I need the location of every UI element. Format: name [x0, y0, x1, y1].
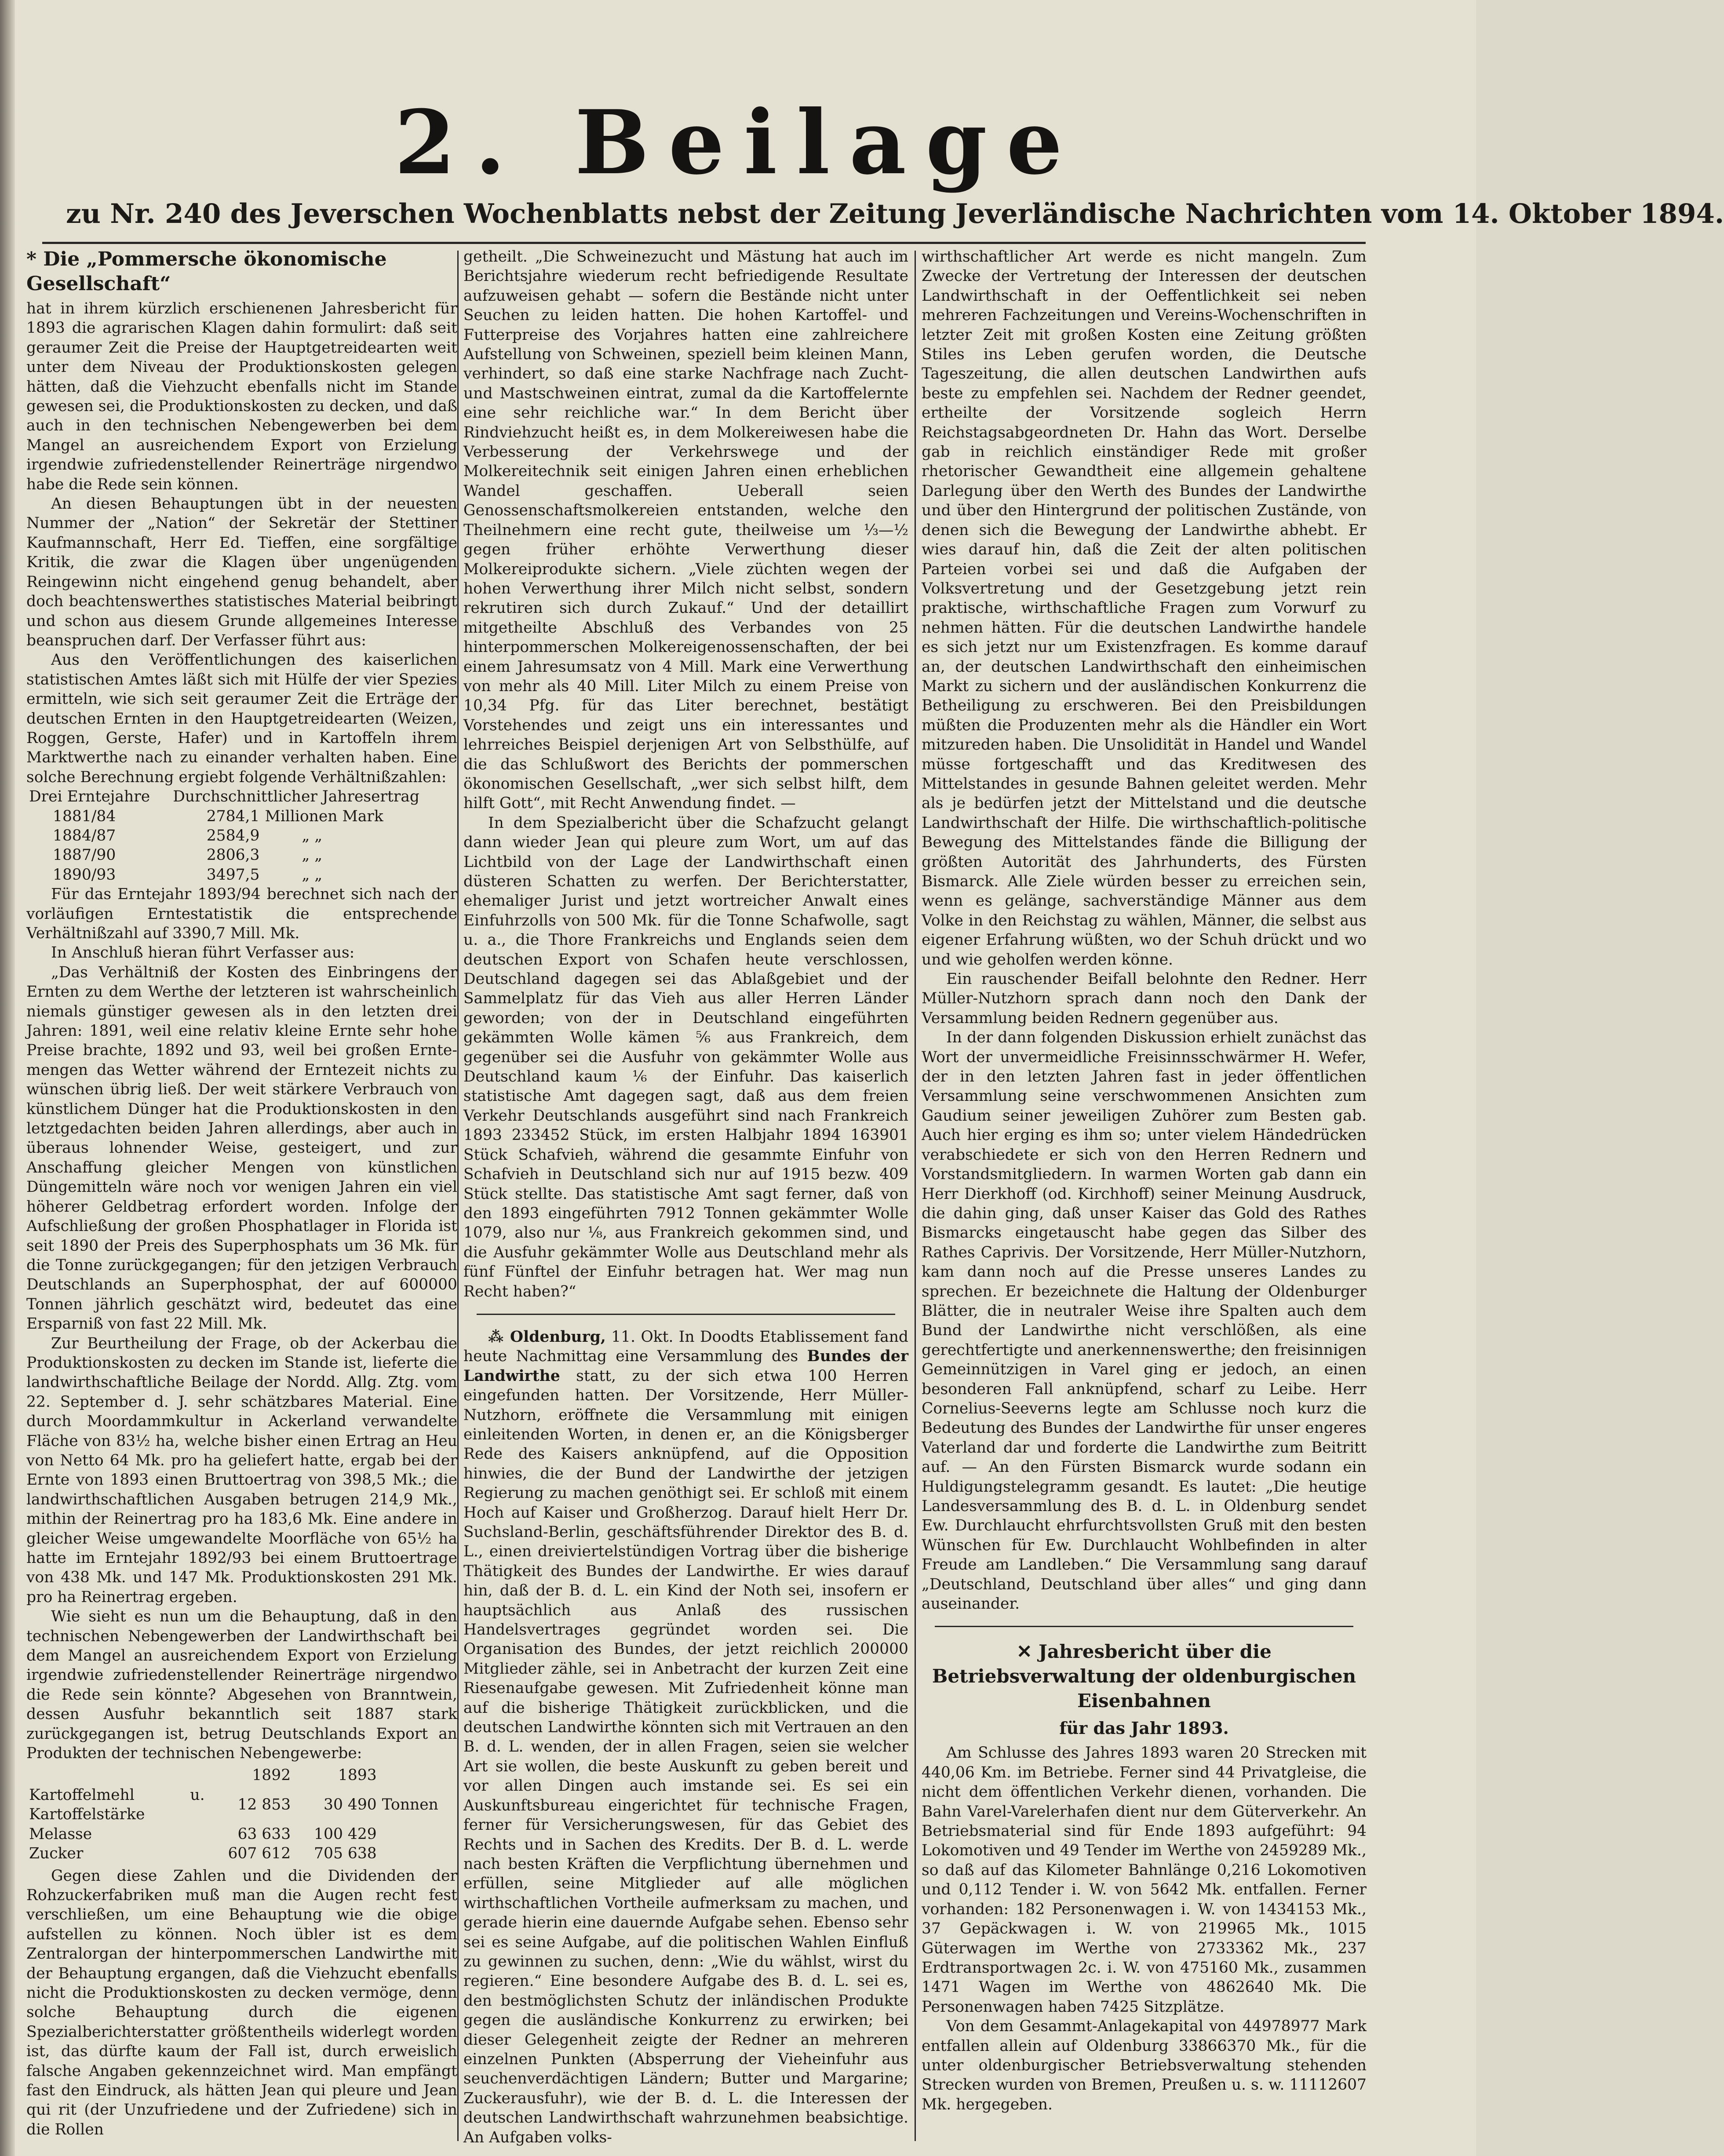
page-gutter-shadow [0, 0, 15, 2156]
table-row [26, 826, 457, 845]
column-1 [26, 247, 457, 2146]
table-header: Durchschnittlicher Jahresertrag [173, 788, 420, 806]
table-cell: Tonnen [382, 1796, 438, 1814]
paragraph: In dem Spezialbericht über die Schafzucht gelangt dann wieder Jean qui pleure zum Wort, um auf das Lichtbild von der Lage der Landwirthschaft einen düsteren Schatten zu werfen. Der Berichterstatter, ehemaliger Jurist und jetzt wortreicher Anwalt eines Einfuhrzolls von 500 Mk. für die Tonne Schafwolle, sagt u. a., die Thore Frankreichs und Englands seien dem deutschen Export von Schafen heute verschlossen, Deutschland dagegen sei das Ablaßgebiet und der Sammelplatz für das Vieh aus aller Herren Länder geworden; von der in Deutschland eingeführten gekämmten Wolle kämen ⁵⁄₆ aus Frankreich, dem gegenüber sei die Ausfuhr von gekämmter Wolle aus Deutschland kaum ⅙ der Einfuhr. Das kaiserlich statistische Amt dagegen sagt, daß aus dem freien Verkehr Deutschlands ausgeführt sind nach Frankreich 1893 233452 Stück, im ersten Halbjahr 1894 163901 Stück Schafvieh, während die gesammte Einfuhr von Schafvieh in Deutschland sich nur auf 1915 bezw. 409 Stück stellte. Das statistische Amt sagt ferner, daß von den 1893 eingeführten 7912 Tonnen gekämmter Wolle 1079, also nur ⅛, aus Frankreich gekommen sind, und die Ausfuhr gekämmter Wolle aus Deutschland mehr als fünf Fünftel der Einfuhr betragen hat. Wer mag nun Recht haben?“ [463, 814, 908, 1300]
harvest-value-table [26, 787, 457, 885]
paragraph: „Das Verhältniß der Kosten des Einbringens der Ernten zu dem Werthe der letzteren ist wahrscheinlich niemals günstiger gewesen als in den letzten drei Jahren: 1891, weil eine relativ kleine Ernte sehr hohe Preise brachte, 1892 und 93, weil bei großen Erntemengen das Wetter während der Erntezeit nichts zu wünschen übrig ließ. Der weit stärkere Verbrauch von künstlichem Dünger hat die Produktionskosten in den letztgedachten beiden Jahren allerdings, aber auch in überaus lohnender Weise, gesteigert, und zur Anschaffung gleicher Mengen von künstlichen Düngemitteln wäre noch vor wenigen Jahren ein viel höherer Geldbetrag erfordert worden. Infolge der Aufschließung der großen Phosphatlager in Florida ist seit 1890 der Preis des Superphosphats um 36 Mk. für die Tonne zurückgegangen; für den jetzigen Verbrauch Deutschlands an Superphosphat, der auf 600000 Tonnen jährlich geschätzt wird, bedeutet das eine Ersparniß von fast 22 Mill. Mk. [26, 963, 457, 1333]
table-cell: „ „ [302, 827, 323, 845]
table-cell: 12 853 [237, 1796, 291, 1814]
masthead-rule [42, 242, 1366, 244]
organisation-name: Bundes der Landwirthe [463, 1348, 908, 1385]
paragraph-text: 11. Okt. In Doodts Etablissement fand heute Nachmittag eine Versammlung des [463, 1328, 908, 1366]
table-cell: 607 612 [228, 1845, 291, 1863]
table-header-row [26, 787, 457, 806]
article-headline-eisenbahn: ✕ Jahresbericht über die Betriebsverwaltung der oldenburgischen Eisenbahnen [932, 1641, 1356, 1712]
table-header: 1893 [338, 1766, 377, 1785]
table-cell: 705 638 [314, 1845, 377, 1863]
dateline: ⁂ Oldenburg, [488, 1328, 606, 1346]
paragraph: Am Schlusse des Jahres 1893 waren 20 Strecken mit 440,06 Km. im Betriebe. Ferner sind 44 Privatgleise, die nicht dem öffentlichen Verkehr dienen, vorhanden. Die Bahn Varel-Varelerhafen dient nur dem Güterverkehr. An Betriebsmaterial sind für Ende 1893 aufgeführt: 94 Lokomotiven und 49 Tender im Werthe von 2459289 Mk., so daß auf das Kilometer Bahnlänge 0,216 Lokomotiven und 0,112 Tender i. W. von 5642 Mk. entfallen. Ferner vorhanden: 182 Personenwagen i. W. von 1434153 Mk., 37 Gepäckwagen i. W. von 219965 Mk., 1015 Güterwagen im Werthe von 2733362 Mk., 237 Erdtransportwagen 2c. i. W. von 475160 Mk., zusammen 1471 Wagen im Werthe von 4862640 Mk. Die Personenwagen haben 7425 Sitzplätze. [922, 1744, 1367, 2016]
table-cell: Zucker [29, 1845, 84, 1863]
table-header: Drei Erntejahre [29, 788, 150, 806]
table-cell: 100 429 [314, 1825, 377, 1843]
masthead-subtitle: zu Nr. 240 des Jeverschen Wochenblatts nebst der Zeitung Jeverländische Nachrichten vom 14. Oktober 1894. [66, 198, 1724, 229]
table-row [26, 1785, 457, 1825]
table-cell: Kartoffelmehl u. Kartoffelstärke [29, 1786, 205, 1824]
export-table [26, 1766, 457, 1863]
table-cell: 2806,3 [206, 846, 260, 864]
paragraph-oldenburg [463, 1327, 908, 2147]
paragraph: Wie sieht es nun um die Behauptung, daß in den technischen Nebengewerben der Landwirthschaft bei dem Mangel an ausreichendem Export von Erzielung irgendwie zufriedenstellender Reinerträge nirgendwo die Rede sein könnte? Abgesehen von Branntwein, dessen Ausfuhr bekanntlich seit 1887 stark zurückgegangen ist, betrug Deutschlands Export an Produkten der technischen Nebengewerbe: [26, 1608, 457, 1763]
table-cell: 1881/84 [53, 807, 116, 825]
table-cell: 3497,5 [206, 866, 260, 884]
column-2 [463, 247, 908, 2146]
column-divider-1 [457, 251, 459, 2141]
table-row [26, 845, 457, 865]
paragraph: wirthschaftlicher Art werde es nicht mangeln. Zum Zwecke der Vertretung der Interessen der deutschen Landwirthschaft in der Oeffentlichkeit sei neben mehreren Fachzeitungen und Vereins-Wochenschriften in letzter Zeit mit großen Kosten eine Zeitung größten Stiles ins Leben gerufen worden, die Deutsche Tageszeitung, die allen deutschen Landwirthen aufs beste zu empfehlen sei. Nachdem der Redner geendet, ertheilte der Vorsitzende sogleich Herrn Reichstagsabgeordneten Dr. Hahn das Wort. Derselbe gab in reichlich einständiger Rede mit großer rhetorischer Gewandtheit eine allgemein gehaltene Darlegung über den Werth des Bundes der Landwirthe und über den Hintergrund der politischen Zustände, von denen sich die Bewegung der Landwirthe abhebt. Er wies darauf hin, daß die Zeit der alten politischen Parteien vorbei sei und daß die Aufgaben der Volksvertretung und der Gesetzgebung jetzt rein praktische, wirthschaftliche Fragen zum Vorwurf zu nehmen hätten. Für die deutschen Landwirthe handele es sich jetzt nur um Existenzfragen. Es komme darauf an, der deutschen Landwirthschaft den einheimischen Markt zu sichern und der ausländischen Konkurrenz die Betheiligung zu erschweren. Bei den Preisbildungen müßten die Produzenten mehr als die Händler ein Wort mitzureden haben. Die Unsolidität in Handel und Wandel müsse fortgeschafft und das Kreditwesen des Mittelstandes in gesunde Bahnen geleitet werden. Mehr als je bedürfen jetzt der Mittelstand und die deutsche Landwirthschaft der Hilfe. Die wirthschaftlich-politische Bewegung des Mittelstandes fände die Billigung der größten Autorität des Jahrhunderts, des Fürsten Bismarck. Alle Ziele würden besser zu erreichen sein, wenn es gelänge, sachverständige Männer aus dem Volke in den Reichstag zu wählen, Männer, die selbst aus eigener Erfahrung wüßten, wo der Schuh drückt und wo und wie geholfen werden könne. [922, 248, 1367, 969]
paragraph: Aus den Veröffentlichungen des kaiserlichen statistischen Amtes läßt sich mit Hülfe der vier Spezies ermitteln, wie sich seit geraumer Zeit die Erträge der deutschen Ernten in den Hauptgetreidearten (Weizen, Roggen, Gerste, Hafer) und in Kartoffeln ihrem Marktwerthe nach zu einander verhalten haben. Eine solche Berechnung ergiebt folgende Verhältnißzahlen: [26, 651, 457, 786]
table-cell: 30 490 [324, 1796, 377, 1814]
section-separator [935, 1626, 1353, 1627]
table-row [26, 807, 457, 826]
column-3 [922, 247, 1367, 2146]
article-headline-pommersche: * Die „Pommersche ökonomische Gesellschaft“ [26, 248, 387, 295]
table-cell: 1890/93 [53, 866, 116, 884]
table-cell: Millionen Mark [265, 807, 383, 825]
paragraph: Für das Erntejahr 1893/94 berechnet sich nach der vorläufigen Erntestatistik die entsprechende Verhältnißzahl auf 3390,7 Mill. Mk. [26, 885, 457, 942]
paragraph: Gegen diese Zahlen und die Dividenden der Rohzuckerfabriken muß man die Augen recht fest verschließen, um eine Behauptung wie die obige aufstellen zu können. Noch übler ist es dem Zentralorgan der hinterpommerschen Landwirthe mit der Behauptung ergangen, daß die Viehzucht ebenfalls nicht die Produktionskosten zu decken vermöge, denn solche Behauptung durch die eigenen Spezialberichterstatter größtentheils widerlegt worden ist, das dürfte kaum der Fall ist, durch erweislich falsche Angaben gekennzeichnet wird. Man empfängt fast den Eindruck, als hätten Jean qui pleure und Jean qui rit (der Unzufriedene und der Zufriedene) sich in die Rollen [26, 1867, 457, 2138]
table-header: 1892 [252, 1766, 291, 1785]
paragraph: Ein rauschender Beifall belohnte den Redner. Herr Müller-Nutzhorn sprach dann noch den Dank der Versammlung beiden Rednern gegenüber aus. [922, 970, 1367, 1027]
paragraph: In der dann folgenden Diskussion erhielt zunächst das Wort der unvermeidliche Freisinnsschwärmer H. Wefer, der in den letzten Jahren fast in jeder öffentlichen Versammlung seine verschwommenen Ansichten zum Gaudium seiner jeweiligen Zuhörer zum Besten gab. Auch hier erging es ihm so; unter vielem Händedrücken verabschiedete er sich von den Herren Rednern und Vorstandsmitgliedern. In warmen Worten gab dann ein Herr Dierkhoff (od. Kirchhoff) seiner Meinung Ausdruck, die dahin ging, daß unser Kaiser das Gold des Rathes Bismarcks eingetauscht habe gegen das Silber des Rathes Caprivis. Der Vorsitzende, Herr Müller-Nutzhorn, kam dann noch auf die Presse unseres Landes zu sprechen. Er bezeichnete die Haltung der Oldenburger Blätter, die in neutraler Weise ihre Spalten auch dem Bund der Landwirthe nicht verschlößen, als eine gerechtfertigte und anerkennenswerthe; den freisinnigen Gemeinnützigen in Varel ging er jedoch, an einen besonderen Fall anknüpfend, scharf zu Leibe. Herr Cornelius-Seeverns legte am Schlusse noch kurz die Bedeutung des Bundes der Landwirthe für unser engeres Vaterland dar und forderte die Landwirthe zum Beitritt auf. — An den Fürsten Bismarck wurde sodann ein Huldigungstelegramm gesandt. Es lautet: „Die heutige Landesversammlung des B. d. L. in Oldenburg sendet Ew. Durchlaucht ehrfurchtsvollsten Gruß mit den besten Wünschen für Ew. Durchlaucht Wohlbefinden in alter Freude am Landleben.“ Die Versammlung sang darauf „Deutschland, Deutschland über alles“ und ging dann auseinander. [922, 1029, 1367, 1613]
masthead-title: 2. Beilage [394, 91, 1082, 194]
column-divider-2 [915, 251, 916, 2141]
paragraph: An diesen Behauptungen übt in der neuesten Nummer der „Nation“ der Sekretär der Stettiner Kaufmannschaft, Herr Ed. Tieffen, eine sorgfältige Kritik, die zwar die Klagen über ungenügenden Reingewinn nicht eingehend genug behandelt, aber doch beachtenswerthes statistisches Material beibringt und schon aus diesem Grunde allgemeines Interesse beanspruchen darf. Der Verfasser führt aus: [26, 495, 457, 649]
table-cell: Melasse [29, 1825, 92, 1843]
table-cell: 1884/87 [53, 827, 116, 845]
paragraph: In Anschluß hieran führt Verfasser aus: [51, 944, 355, 962]
table-header-row [26, 1766, 457, 1785]
table-row [26, 865, 457, 885]
table-cell: „ „ [302, 866, 323, 884]
paragraph: Von dem Gesammt-Anlagekapital von 44978977 Mark entfallen allein auf Oldenburg 33866370 Mk., für die unter oldenburgischer Betriebsverwaltung stehenden Strecken wurden von Bremen, Preußen u. s. w. 11112607 Mk. hergegeben. [922, 2018, 1367, 2113]
paragraph: hat in ihrem kürzlich erschienenen Jahresbericht für 1893 die agrarischen Klagen dahin formulirt: daß seit geraumer Zeit die Preise der Hauptgetreidearten weit unter dem Niveau der Produktionskosten gelegen hätten, daß die Viehzucht ebenfalls nicht im Stande gewesen sei, die Produktionskosten zu decken, und daß auch in den technischen Nebengewerben bei dem Mangel an ausreichendem Export von Erzielung irgendwie zufriedenstellender Reinerträge nirgendwo habe die Rede sein können. [26, 300, 457, 493]
table-cell: 2584,9 [206, 827, 260, 845]
table-cell: 63 633 [237, 1825, 291, 1843]
table-cell: 2784,1 [206, 807, 260, 825]
article-subheadline: für das Jahr 1893. [1059, 1718, 1229, 1738]
paragraph: getheilt. „Die Schweinezucht und Mästung hat auch im Berichtsjahre wiederum recht befriedigende Resultate aufzuweisen gehabt — sofern die Bestände nicht unter Seuchen zu leiden hatten. Die hohen Kartoffel- und Futterpreise des Vorjahres hatten eine zahlreichere Aufstellung von Schweinen, speziell beim kleinen Mann, verhindert, so daß eine starke Nachfrage nach Zucht- und Mastschweinen eintrat, zumal da die Kartoffelernte eine sehr reichliche war.“ In dem Bericht über Rindviehzucht heißt es, in dem Molkereiwesen habe die Verbesserung der Verkehrswege und der Molkereitechnik seit einigen Jahren einen erheblichen Wandel geschaffen. Ueberall seien Genossenschaftsmolkereien entstanden, welche den Theilnehmern eine recht gute, theilweise um ⅓—½ gegen früher erhöhte Verwerthung dieser Molkereiprodukte sichern. „Viele züchten wegen der hohen Verwerthung ihrer Milch nicht selbst, sondern rekrutiren sich durch Zukauf.“ Und der detaillirt mitgetheilte Abschluß des Verbandes von 25 hinterpommerschen Molkereigenossenschaften, der bei einem Jahresumsatz von 4 Mill. Mark eine Verwerthung von mehr als 40 Mill. Liter Milch zu einem Preise von 10,34 Pfg. für das Liter berechnet, bestätigt Vorstehendes und zeigt uns ein interessantes und lehrreiches Beispiel derjenigen Art von Selbsthülfe, auf die das Schlußwort des Berichts der pommerschen ökonomischen Gesellschaft, „wer sich selbst hilft, dem hilft Gott“, mit Recht Anwendung findet. — [463, 248, 908, 812]
paragraph-text: statt, zu der sich etwa 100 Herren eingefunden hatten. Der Vorsitzende, Herr Müller-Nutzhorn, eröffnete die Versammlung mit einigen einleitenden Worten, in denen er, an die Königsberger Rede des Kaisers anknüpfend, auf die Opposition hinwies, die der Bund der Landwirthe der jetzigen Regierung zu machen genöthigt sei. Er schloß mit einem Hoch auf Kaiser und Großherzog. Darauf hielt Herr Dr. Suchsland-Berlin, geschäftsführender Direktor des B. d. L., einen dreiviertelstündigen Vortrag über die bisherige Thätigkeit des Bundes der Landwirthe. Er wies darauf hin, daß der B. d. L. ein Kind der Noth sei, insofern er hauptsächlich aus Anlaß des russischen Handelsvertrages gegründet worden sei. Die Organisation des Bundes, der jetzt reichlich 200000 Mitglieder zähle, sei in Anbetracht der kurzen Zeit eine Riesenaufgabe gewesen. Mit Zufriedenheit könne man auf die bisherige Thätigkeit zurückblicken, und die deutschen Landwirthe könnten sich mit Vertrauen an den B. d. L. wenden, der in allen Fragen, seien sie welcher Art sie wollen, die beste Auskunft zu geben bereit und vor allen Dingen auch imstande sei. Es sei ein Auskunftsbureau eingerichtet für technische Fragen, ferner für Versicherungswesen, für das Gebiet des Rechts und in Sachen des Kredits. Der B. d. L. werde nach besten Kräften die Verpflichtung übernehmen und erfüllen, seine Mitglieder auf alle möglichen wirthschaftlichen Vortheile aufmerksam zu machen, und gerade hierin eine dauernde Aufgabe sehen. Ebenso sehr sei es seine Aufgabe, auf die politischen Wahlen Einfluß zu gewinnen zu suchen, denn: „Wie du wählst, wirst du regieren.“ Eine besondere Aufgabe des B. d. L. sei es, den bestmöglichsten Schutz der inländischen Produkte gegen die ausländische Konkurrenz zu erwirken; bei dieser Gelegenheit zeigte der Redner an mehreren einzelnen Punkten (Absperrung der Vieheinfuhr aus seuchenverdächtigen Ländern; Butter und Margarine; Zuckerausfuhr), wie der B. d. L. die Interessen der deutschen Landwirthschaft wahrzunehmen beabsichtige. An Aufgaben volks- [463, 1367, 908, 2146]
table-row [26, 1825, 457, 1844]
table-cell: „ „ [302, 846, 323, 864]
table-row [26, 1844, 457, 1863]
paragraph: Zur Beurtheilung der Frage, ob der Ackerbau die Produktionskosten zu decken im Stande ist, lieferte die landwirthschaftliche Beilage der Nordd. Allg. Ztg. vom 22. September d. J. sehr schätzbares Material. Eine durch Moordammkultur in Ackerland verwandelte Fläche von 83½ ha, welche bisher einen Ertrag an Heu von Netto 64 Mk. pro ha geliefert hatte, ergab bei der Ernte von 1893 einen Bruttoertrag von 398,5 Mk.; die landwirthschaftlichen Ausgaben betrugen 214,9 Mk., mithin der Reinertrag pro ha 183,6 Mk. Eine andere in gleicher Weise umgewandelte Moorfläche von 65½ ha hatte im Erntejahr 1892/93 bei einem Bruttoertrage von 438 Mk. und 147 Mk. Produktionskosten 291 Mk. pro ha Reinertrag ergeben. [26, 1334, 457, 1606]
section-separator [477, 1314, 895, 1315]
table-cell: 1887/90 [53, 846, 116, 864]
